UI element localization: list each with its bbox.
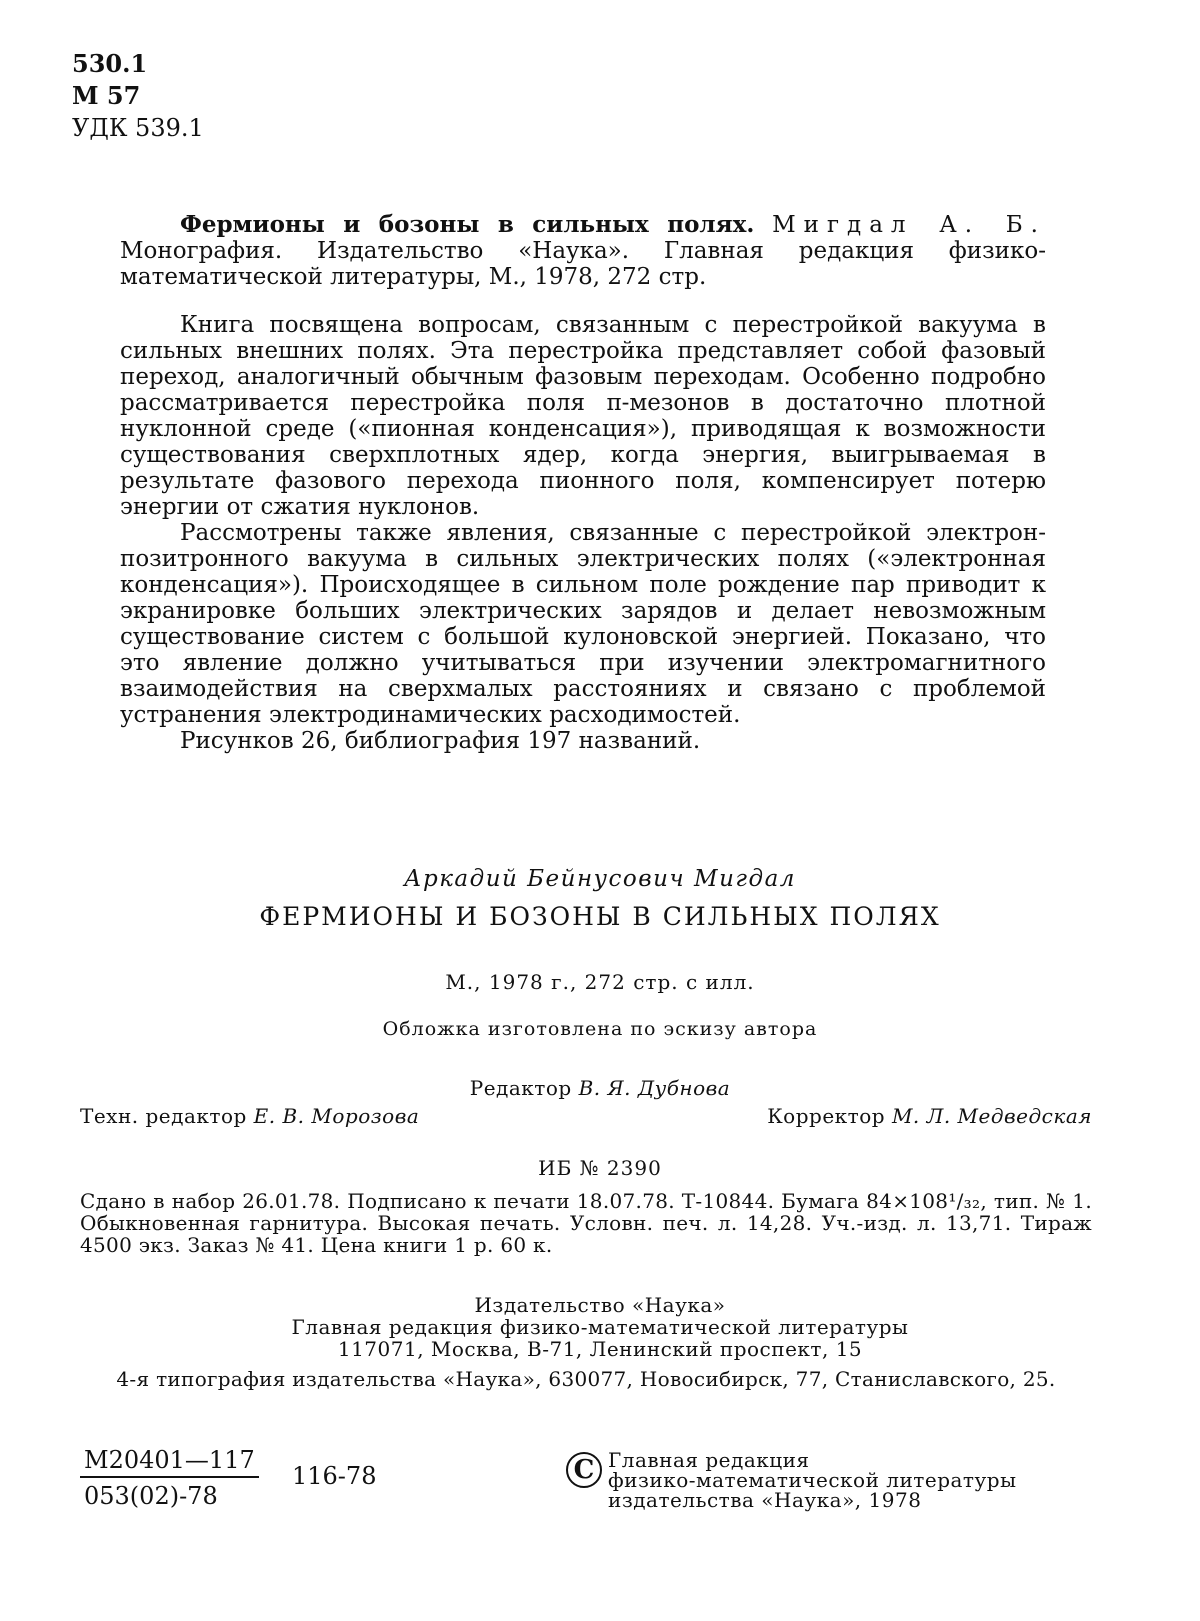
bibliographic-entry xyxy=(120,212,1046,290)
copyright-block xyxy=(566,1450,1016,1510)
tech-editor xyxy=(80,1104,419,1128)
abstract-title: Фермионы и бозоны в сильных полях. xyxy=(180,211,755,238)
tech-editor-name: Е. В. Морозова xyxy=(253,1104,420,1128)
classification-code: 530.1 xyxy=(72,49,148,78)
abstract-paragraph-3: Рисунков 26, библиография 197 названий. xyxy=(180,728,701,754)
abstract-author: Мигдал А. Б. xyxy=(772,212,1046,238)
abstract-citation: Монография. Издательство «Наука». Главная редакция физико-математической литературы, М., 1978, 272 стр. xyxy=(120,238,1046,290)
catalog-code-denominator: 053(02)-78 xyxy=(84,1482,218,1510)
publisher-block xyxy=(80,1294,1120,1360)
catalog-code xyxy=(80,1446,259,1510)
corrector-name: М. Л. Медведская xyxy=(891,1104,1092,1128)
abstract-paragraph-1: Книга посвящена вопросам, связанным с перестройкой вакуума в сильных внешних полях. Эта перестройка представляет собой фазовый переход, аналогичный обычным фазовым переходам. Особенно подробно рассматривается перестройка поля π-мезонов в достаточно плотной нуклонной среде («пионная конденсация»), приводящая к возможности существования сверхплотных ядер, когда энергия, выигрываемая в результате фазового перехода пионного поля, компенсирует потерю энергии от сжатия нуклонов. xyxy=(120,312,1046,520)
editor-line xyxy=(80,1076,1120,1100)
corrector xyxy=(767,1104,1092,1128)
book-title: ФЕРМИОНЫ И БОЗОНЫ В СИЛЬНЫХ ПОЛЯХ xyxy=(259,902,941,931)
staff-line xyxy=(80,1104,1092,1128)
copyright-line-3: издательства «Наука», 1978 xyxy=(608,1488,922,1512)
udc-code: УДК 539.1 xyxy=(72,114,204,142)
book-author: Аркадий Бейнусович Мигдал xyxy=(404,866,796,892)
ib-number: ИБ № 2390 xyxy=(538,1156,662,1180)
printer-info: 4-я типография издательства «Наука», 630077, Новосибирск, 77, Станиславского, 25. xyxy=(116,1367,1056,1391)
copyright-icon: C xyxy=(566,1452,602,1488)
catalog-code-numerator: М20401—117 xyxy=(80,1446,259,1478)
corrector-label: Корректор xyxy=(767,1104,886,1128)
publisher-address: 117071, Москва, В-71, Ленинский проспект, 15 xyxy=(337,1337,863,1361)
editor-name: В. Я. Дубнова xyxy=(578,1076,731,1100)
catalog-number: 116-78 xyxy=(292,1462,377,1490)
tech-editor-label: Техн. редактор xyxy=(80,1104,247,1128)
cover-note: Обложка изготовлена по эскизу автора xyxy=(382,1018,818,1040)
abstract-paragraph-2: Рассмотрены также явления, связанные с перестройкой электрон-позитронного вакуума в сильных электрических полях («электронная конденсация»). Происходящее в сильном поле рождение пар приводит к экранировке больших электрических зарядов и делает невозможным существование систем с большой кулоновской энергией. Показано, что это явление должно учитываться при изучении электромагнитного взаимодействия на сверхмалых расстояниях и связано с проблемой устранения электродинамических расходимостей. xyxy=(120,520,1046,728)
copyright-text xyxy=(608,1450,1016,1510)
editor-label: Редактор xyxy=(469,1076,572,1100)
copyright-line-2: физико-математической литературы xyxy=(608,1468,1017,1492)
abstract-block xyxy=(120,212,1046,754)
imprint-details: Сдано в набор 26.01.78. Подписано к печати 18.07.78. Т-10844. Бумага 84×108¹/₃₂, тип. № 1. Обыкновенная гарнитура. Высокая печать. Условн. печ. л. 14,28. Уч.-изд. л. 13,71. Тираж 4500 экз. Заказ № 41. Цена книги 1 р. 60 к. xyxy=(80,1189,1092,1257)
book-meta: М., 1978 г., 272 стр. с илл. xyxy=(445,970,755,994)
publisher-name: Издательство «Наука» xyxy=(474,1293,726,1317)
author-mark: М 57 xyxy=(72,81,141,110)
publisher-department: Главная редакция физико-математической литературы xyxy=(291,1315,909,1339)
copyright-line-1: Главная редакция xyxy=(608,1448,810,1472)
classification-block xyxy=(72,48,204,144)
